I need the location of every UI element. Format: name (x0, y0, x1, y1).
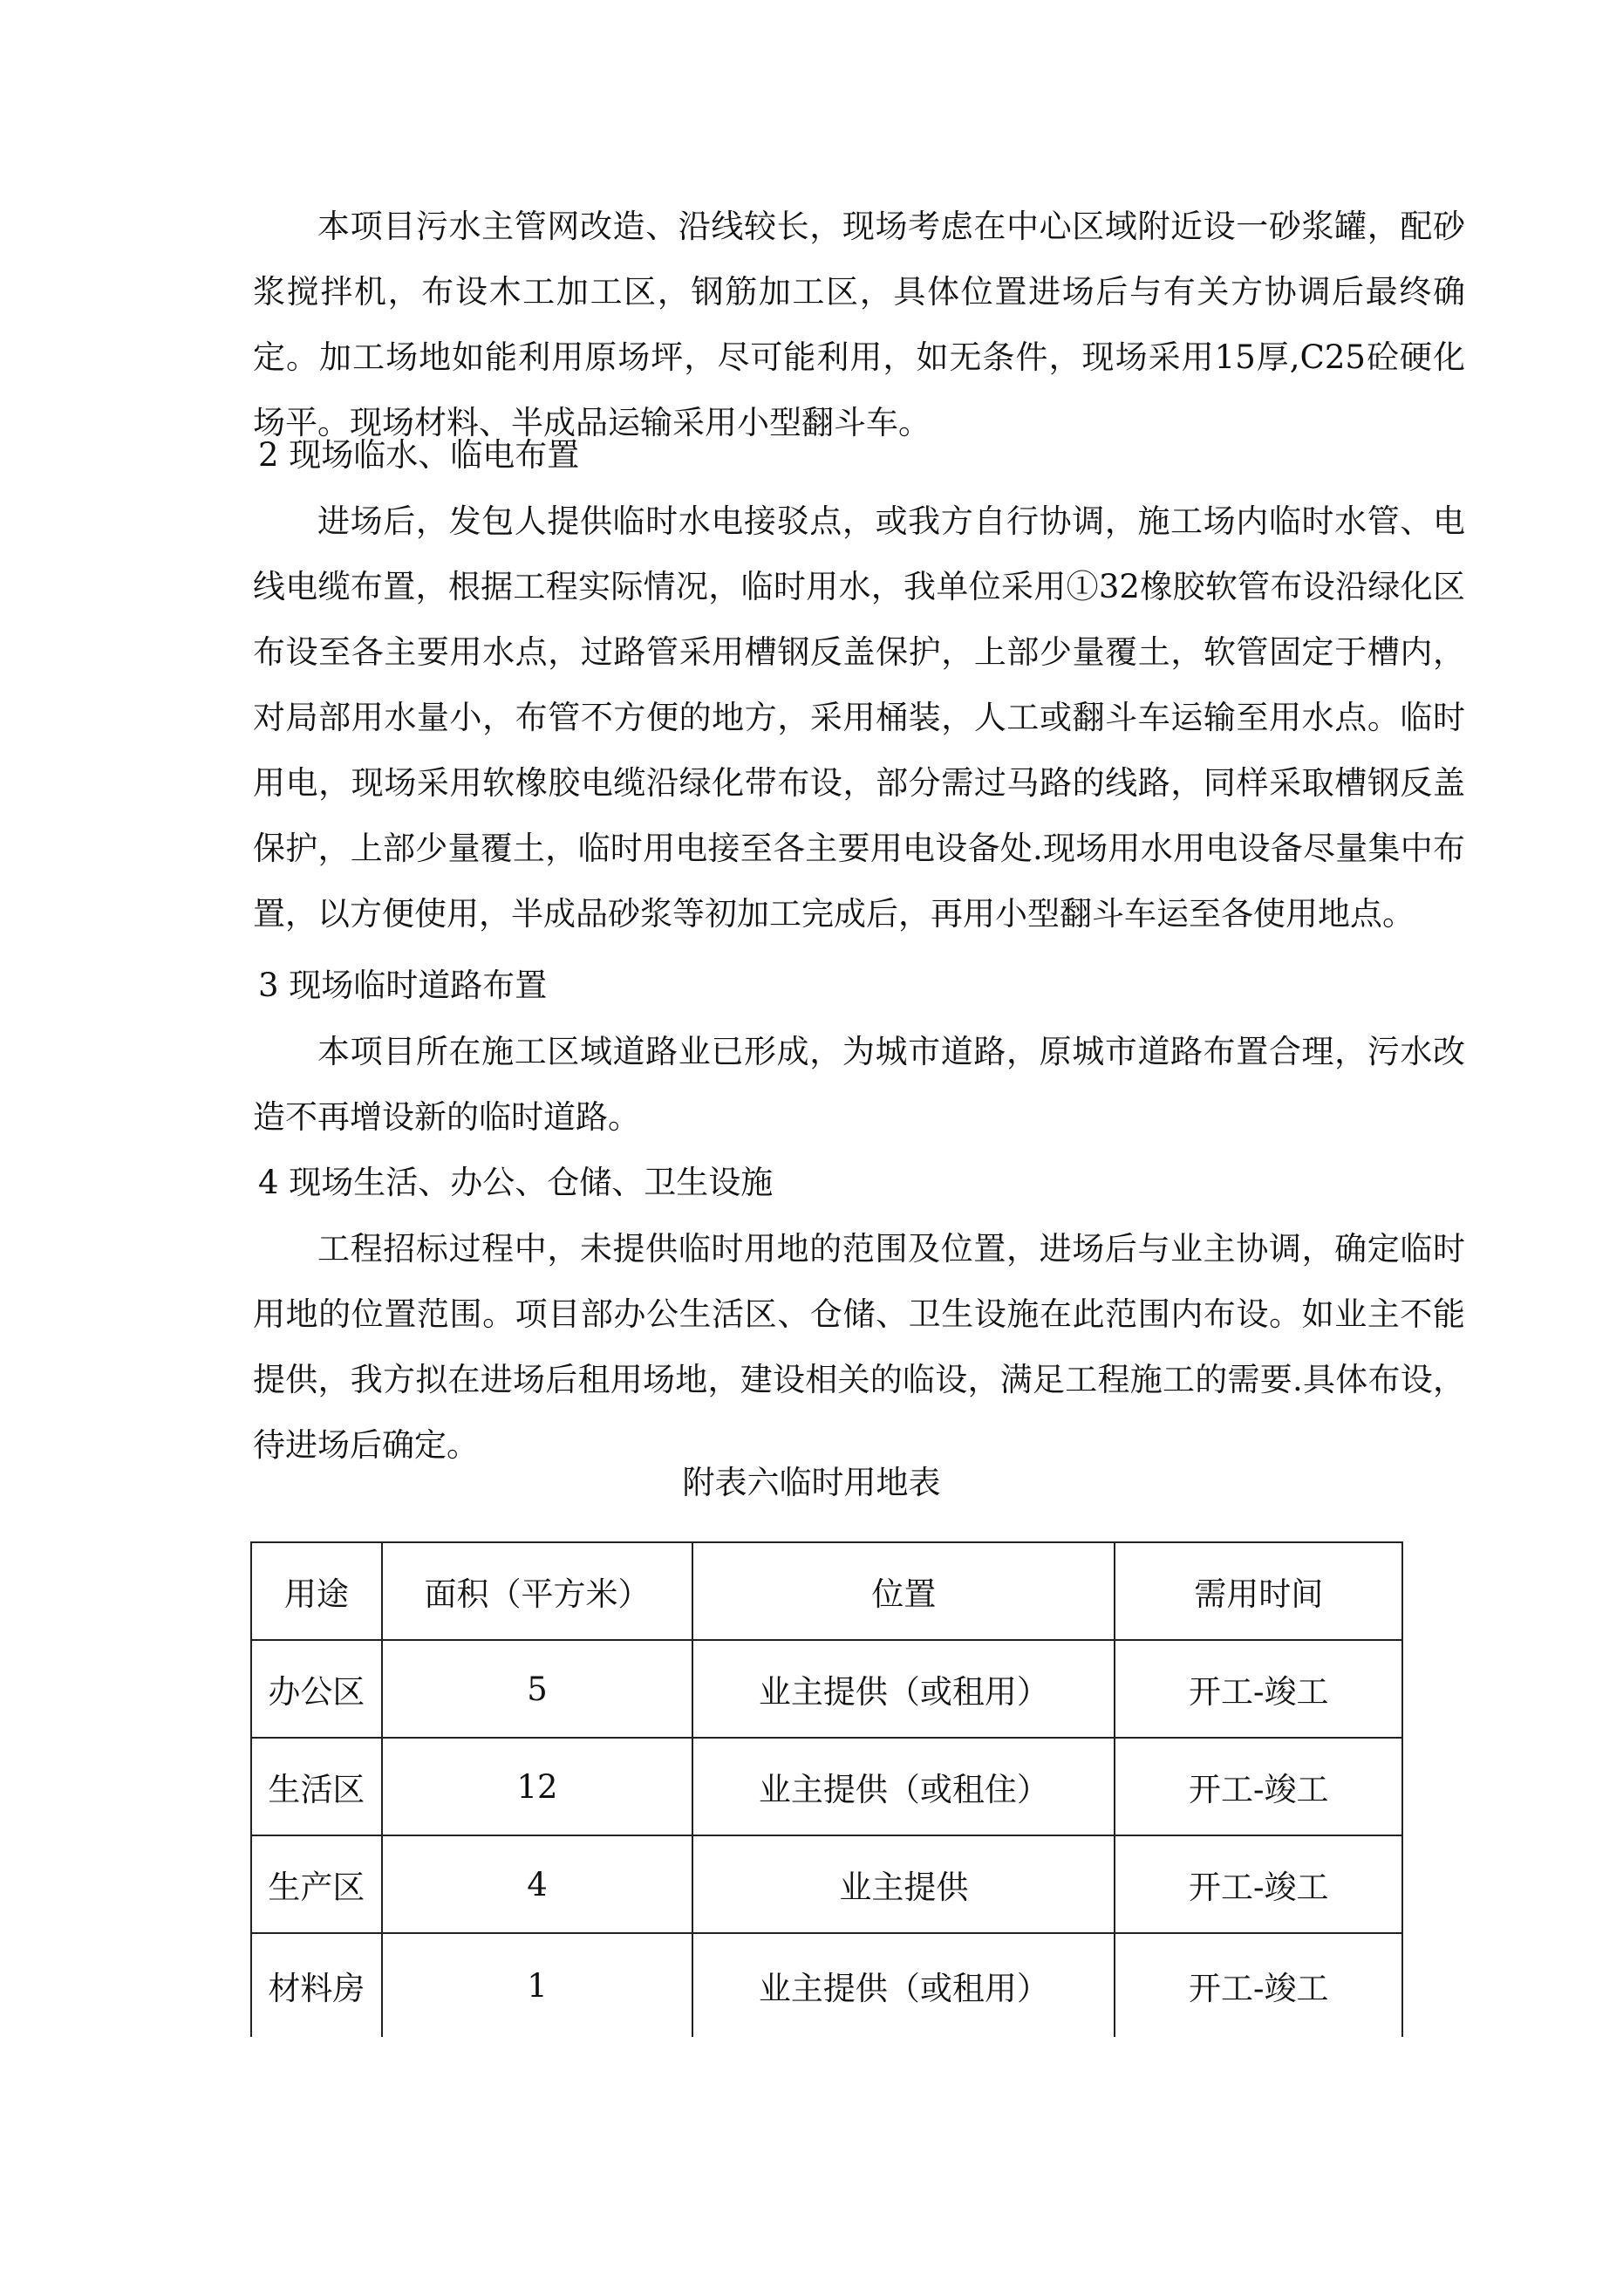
paragraph-facilities: 工程招标过程中，未提供临时用地的范围及位置，进场后与业主协调，确定临时用地的位置范围。项目部办公生活区、仓储、卫生设施在此范围内布设。如业主不能提供，我方拟在进场后租用场地，建设相关的临设，满足工程施工的需要.具体布设，待进场后确定。 (253, 1230, 1465, 1464)
paragraph-site-layout: 本项目污水主管网改造、沿线较长，现场考虑在中心区域附近设一砂浆罐，配砂浆搅拌机，布设木工加工区，钢筋加工区，具体位置进场后与有关方协调后最终确定。加工场地如能利用原场坪，尽可能利用，如无条件，现场采用15厚,C25砼硬化场平。现场材料、半成品运输采用小型翻斗车。 (253, 208, 1465, 441)
table-row (251, 1738, 1402, 1835)
cell-time: 开工-竣工 (1115, 1933, 1402, 2037)
paragraph-temp-roads: 本项目所在施工区域道路业已形成，为城市道路，原城市道路布置合理，污水改造不再增设新的临时道路。 (253, 1033, 1465, 1136)
cell-time: 开工-竣工 (1115, 1640, 1402, 1738)
cell-purpose: 办公区 (251, 1640, 382, 1738)
cell-area: 5 (382, 1640, 692, 1738)
cell-location: 业主提供（或租用） (692, 1933, 1115, 2037)
table-row (251, 1933, 1402, 2037)
table-row (251, 1640, 1402, 1738)
header-cell-area: 面积（平方米） (382, 1542, 692, 1640)
header-cell-purpose: 用途 (251, 1542, 382, 1640)
cell-location: 业主提供（或租住） (692, 1738, 1115, 1835)
cell-purpose: 生产区 (251, 1835, 382, 1933)
cell-time: 开工-竣工 (1115, 1835, 1402, 1933)
cell-area: 1 (382, 1933, 692, 2037)
heading-water-power: 2 现场临水、临电布置 (258, 436, 580, 474)
table-title: 附表六临时用地表 (682, 1464, 941, 1501)
cell-purpose: 生活区 (251, 1738, 382, 1835)
cell-location: 业主提供 (692, 1835, 1115, 1933)
temporary-land-table (250, 1541, 1403, 2037)
heading-temp-roads: 3 现场临时道路布置 (258, 967, 548, 1004)
cell-area: 4 (382, 1835, 692, 1933)
table-row (251, 1835, 1402, 1933)
cell-location: 业主提供（或租用） (692, 1640, 1115, 1738)
table-header-row (251, 1542, 1402, 1640)
paragraph-water-power: 进场后，发包人提供临时水电接驳点，或我方自行协调，施工场内临时水管、电线电缆布置，根据工程实际情况，临时用水，我单位采用①32橡胶软管布设沿绿化区布设至各主要用水点，过路管采用槽钢反盖保护，上部少量覆土，软管固定于槽内，对局部用水量小，布管不方便的地方，采用桶装，人工或翻斗车运输至用水点。临时用电，现场采用软橡胶电缆沿绿化带布设，部分需过马路的线路，同样采取槽钢反盖保护，上部少量覆土，临时用电接至各主要用电设备处.现场用水用电设备尽量集中布置，以方便使用，半成品砂浆等初加工完成后，再用小型翻斗车运至各使用地点。 (253, 502, 1465, 933)
header-cell-location: 位置 (692, 1542, 1115, 1640)
cell-area: 12 (382, 1738, 692, 1835)
header-cell-time: 需用时间 (1115, 1542, 1402, 1640)
cell-time: 开工-竣工 (1115, 1738, 1402, 1835)
heading-facilities: 4 现场生活、办公、仓储、卫生设施 (258, 1164, 774, 1201)
cell-purpose: 材料房 (251, 1933, 382, 2037)
